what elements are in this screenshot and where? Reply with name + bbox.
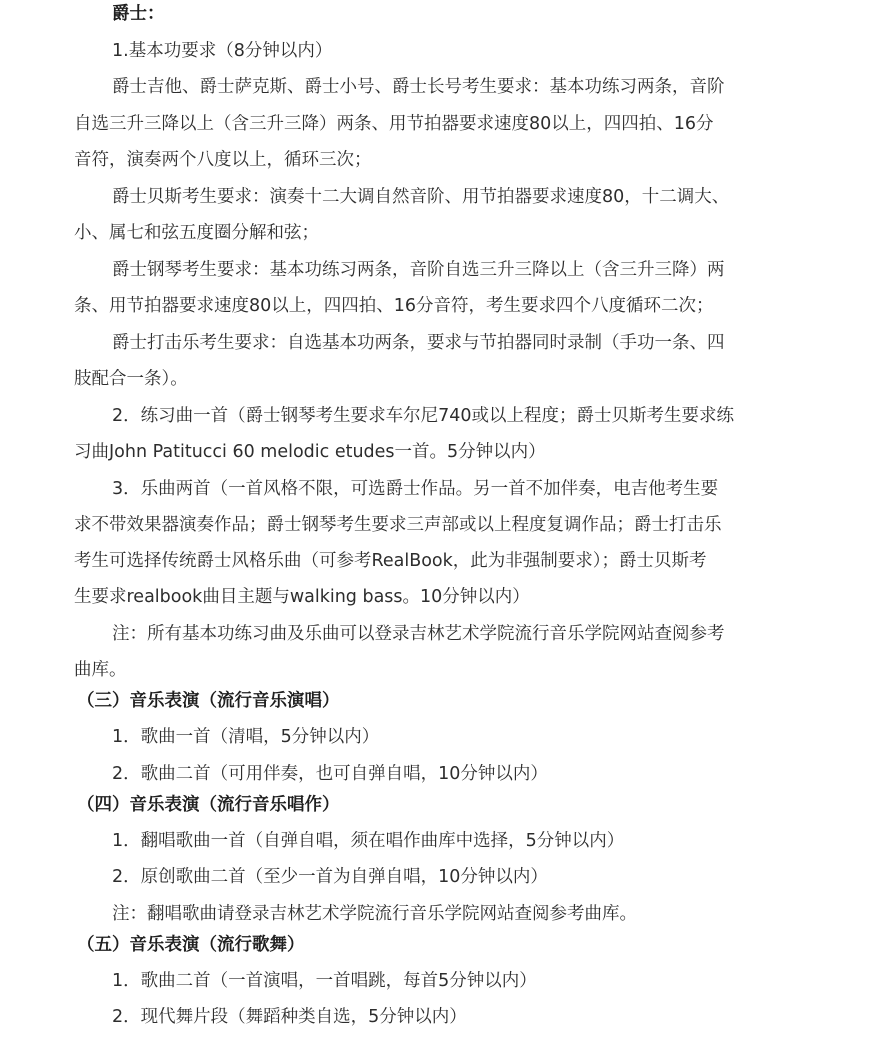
jazz-item-1: 1.基本功要求（8分钟以内） (112, 41, 333, 61)
section-3-item-1: 1．歌曲一首（清唱，5分钟以内） (112, 727, 380, 747)
section-3-heading: （三）音乐表演（流行音乐演唱） (77, 691, 340, 711)
section-4-item-2: 2．原创歌曲二首（至少一首为自弹自唱，10分钟以内） (112, 867, 548, 887)
jazz-bass-line-1: 爵士贝斯考生要求：演奏十二大调自然音阶、用节拍器要求速度80，十二调大、 (112, 187, 730, 207)
jazz-note-line-2: 曲库。 (74, 660, 127, 680)
jazz-guitar-sax-trumpet-line-1: 爵士吉他、爵士萨克斯、爵士小号、爵士长号考生要求：基本功练习两条，音阶 (112, 77, 725, 97)
section-3-item-2: 2．歌曲二首（可用伴奏，也可自弹自唱，10分钟以内） (112, 764, 548, 784)
section-4-note: 注：翻唱歌曲请登录吉林艺术学院流行音乐学院网站查阅参考曲库。 (112, 904, 637, 924)
jazz-item-3-line-3: 考生可选择传统爵士风格乐曲（可参考RealBook，此为非强制要求）；爵士贝斯考 (74, 551, 707, 571)
jazz-guitar-sax-trumpet-line-3: 音符，演奏两个八度以上，循环三次； (74, 150, 372, 170)
jazz-item-3-line-2: 求不带效果器演奏作品；爵士钢琴考生要求三声部或以上程度复调作品；爵士打击乐 (74, 515, 722, 535)
jazz-note-line-1: 注：所有基本功练习曲及乐曲可以登录吉林艺术学院流行音乐学院网站查阅参考 (112, 624, 725, 644)
jazz-bass-line-2: 小、属七和弦五度圈分解和弦； (74, 223, 319, 243)
jazz-percussion-line-1: 爵士打击乐考生要求：自选基本功两条，要求与节拍器同时录制（手功一条、四 (112, 333, 725, 353)
jazz-piano-line-2: 条、用节拍器要求速度80以上，四四拍、16分音符，考生要求四个八度循环二次； (74, 296, 714, 316)
section-5-item-2: 2．现代舞片段（舞蹈种类自选，5分钟以内） (112, 1007, 467, 1027)
section-5-item-1: 1．歌曲二首（一首演唱，一首唱跳，每首5分钟以内） (112, 971, 537, 991)
jazz-percussion-line-2: 肢配合一条）。 (74, 369, 188, 389)
jazz-title: 爵士： (112, 4, 165, 24)
jazz-item-2-line-2: 习曲John Patitucci 60 melodic etudes一首。5分钟以内） (74, 442, 546, 462)
section-4-heading: （四）音乐表演（流行音乐唱作） (77, 795, 340, 815)
jazz-item-2-line-1: 2．练习曲一首（爵士钢琴考生要求车尔尼740或以上程度；爵士贝斯考生要求练 (112, 406, 735, 426)
section-4-item-1: 1．翻唱歌曲一首（自弹自唱，须在唱作曲库中选择，5分钟以内） (112, 831, 625, 851)
jazz-item-3-line-4: 生要求realbook曲目主题与walking bass。10分钟以内） (74, 587, 530, 607)
jazz-guitar-sax-trumpet-line-2: 自选三升三降以上（含三升三降）两条、用节拍器要求速度80以上，四四拍、16分 (74, 114, 714, 134)
jazz-piano-line-1: 爵士钢琴考生要求：基本功练习两条，音阶自选三升三降以上（含三升三降）两 (112, 260, 725, 280)
jazz-item-3-line-1: 3．乐曲两首（一首风格不限，可选爵士作品。另一首不加伴奏，电吉他考生要 (112, 479, 719, 499)
section-5-heading: （五）音乐表演（流行歌舞） (77, 935, 305, 955)
